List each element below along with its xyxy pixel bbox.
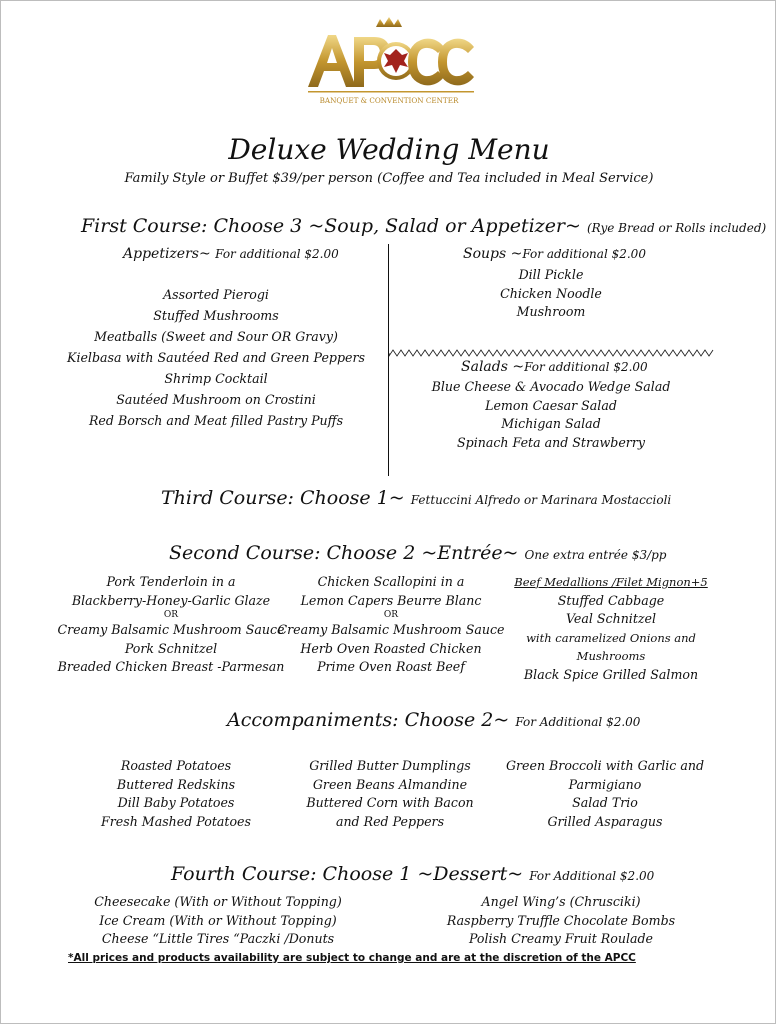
letter-c2-icon	[438, 39, 474, 86]
first-course-note: (Rye Bread or Rolls included)	[586, 221, 767, 235]
list-item: Fresh Mashed Potatoes	[101, 813, 251, 829]
list-item: Cheesecake (With or Without Topping)	[94, 894, 342, 909]
list-item: Kielbasa with Sautéed Red and Green Peppers	[67, 350, 365, 365]
first-course-heading	[81, 215, 766, 237]
salads-list	[401, 378, 701, 452]
soups-heading	[463, 246, 646, 262]
list-item: Black Spice Grilled Salmon	[523, 666, 699, 682]
list-item: Dill Pickle	[518, 267, 584, 282]
second-course-title: Second Course: Choose 2 ~Entrée~	[169, 542, 519, 564]
accompaniments-col-2	[275, 757, 505, 831]
list-item: and Red Peppers	[335, 813, 445, 829]
list-item: Stuffed Mushrooms	[153, 308, 279, 323]
list-item: Prime Oven Roast Beef	[317, 659, 465, 674]
list-item: Pork Tenderloin in a	[106, 574, 236, 589]
appetizers-list	[41, 284, 391, 431]
list-item: Green Beans Almandine	[312, 776, 468, 792]
appetizers-heading	[123, 246, 339, 262]
list-item: Mushrooms	[576, 649, 646, 663]
footnote: *All prices and products availability are subject to change and are at the discretion of the APCC	[68, 952, 636, 964]
fourth-course-note: For Additional $2.00	[529, 869, 655, 883]
list-item: Shrimp Cocktail	[164, 371, 268, 386]
third-course-heading	[161, 487, 671, 509]
list-item: Raspberry Truffle Chocolate Bombs	[446, 912, 676, 928]
soups-note: For additional $2.00	[522, 247, 646, 261]
list-item: Green Broccoli with Garlic and	[505, 758, 705, 773]
list-item: Grilled Asparagus	[547, 813, 663, 829]
dessert-col-2	[406, 893, 716, 949]
apcc-logo-graphic	[294, 15, 484, 109]
soups-list	[401, 266, 701, 322]
list-item: Parmigiano	[568, 776, 642, 792]
list-item: Pork Schnitzel	[124, 640, 218, 656]
entree-col-2	[276, 573, 506, 677]
dessert-col-1	[63, 893, 373, 949]
list-item: Veal Schnitzel	[565, 611, 657, 626]
accompaniments-title: Accompaniments: Choose 2~	[227, 709, 510, 731]
accompaniments-note: For Additional $2.00	[515, 715, 641, 729]
second-course-heading	[169, 542, 667, 564]
accompaniments-heading	[227, 709, 640, 731]
third-course-title: Third Course: Choose 1~	[161, 487, 405, 509]
list-item: Salad Trio	[572, 795, 638, 810]
logo-tagline: BANQUET & CONVENTION CENTER	[319, 96, 459, 105]
list-item: Buttered Corn with Bacon	[306, 795, 474, 810]
list-item: with caramelized Onions and	[526, 630, 696, 645]
list-item: Grilled Butter Dumplings	[309, 758, 471, 773]
list-item: Sautéed Mushroom on Crostini	[116, 392, 316, 407]
salads-title: Salads ~	[461, 359, 525, 375]
list-item: Polish Creamy Fruit Roulade	[468, 931, 654, 946]
list-item: Cheese “Little Tires “Paczki /Donuts	[101, 931, 335, 946]
list-item: Dill Baby Potatoes	[117, 795, 235, 810]
list-item: Red Borsch and Meat filled Pastry Puffs	[88, 413, 344, 428]
appetizers-title: Appetizers~	[123, 246, 211, 262]
list-item: Roasted Potatoes	[120, 758, 232, 773]
list-item: Breaded Chicken Breast -Parmesan	[57, 659, 285, 674]
wavy-divider	[389, 349, 715, 357]
list-item: Chicken Scallopini in a	[317, 574, 465, 589]
accompaniments-col-1	[61, 757, 291, 831]
accompaniments-col-3	[490, 757, 720, 831]
column-divider	[388, 244, 389, 476]
list-item: Blackberry-Honey-Garlic Glaze	[71, 592, 271, 608]
third-course-note: Fettuccini Alfredo or Marinara Mostaccioli	[410, 493, 672, 507]
page-subtitle: Family Style or Buffet $39/per person (Coffee and Tea included in Meal Service)	[124, 171, 654, 186]
page-title: Deluxe Wedding Menu	[228, 133, 550, 166]
list-item: Ice Cream (With or Without Topping)	[99, 912, 337, 928]
salads-heading	[461, 359, 648, 375]
list-item: Stuffed Cabbage	[557, 592, 665, 608]
list-item: Herb Oven Roasted Chicken	[300, 640, 482, 656]
letter-a-icon	[308, 35, 356, 87]
list-item: Lemon Caesar Salad	[485, 397, 617, 413]
list-item: Beef Medallions /Filet Mignon+5	[514, 575, 708, 589]
appetizers-note: For additional $2.00	[215, 247, 339, 261]
list-item: Angel Wing’s (Chrusciki)	[481, 894, 641, 909]
second-course-note: One extra entrée $3/pp	[524, 548, 667, 562]
fourth-course-heading	[171, 863, 654, 885]
list-item: Michigan Salad	[501, 416, 601, 431]
apcc-logo	[294, 15, 484, 109]
list-item: Creamy Balsamic Mushroom Sauce	[277, 622, 505, 637]
salads-note: For additional $2.00	[524, 360, 648, 374]
first-course-title: First Course: Choose 3 ~Soup, Salad or Appetizer~	[81, 215, 581, 237]
list-item: Mushroom	[516, 304, 586, 319]
entree-col-3	[496, 573, 726, 684]
or-separator: OR	[383, 610, 399, 620]
list-item: Buttered Redskins	[116, 776, 236, 792]
fourth-course-title: Fourth Course: Choose 1 ~Dessert~	[171, 863, 524, 885]
or-separator: OR	[163, 610, 179, 620]
crown-icon	[376, 17, 402, 27]
list-item: Spinach Feta and Strawberry	[457, 434, 645, 450]
entree-col-1	[56, 573, 286, 677]
list-item: Chicken Noodle	[500, 285, 602, 301]
list-item: Lemon Capers Beurre Blanc	[300, 592, 482, 608]
list-item: Meatballs (Sweet and Sour OR Gravy)	[94, 329, 338, 344]
list-item: Assorted Pierogi	[163, 287, 269, 302]
list-item: Blue Cheese & Avocado Wedge Salad	[431, 379, 671, 394]
soups-title: Soups ~	[463, 246, 523, 262]
list-item: Creamy Balsamic Mushroom Sauce	[57, 622, 285, 637]
